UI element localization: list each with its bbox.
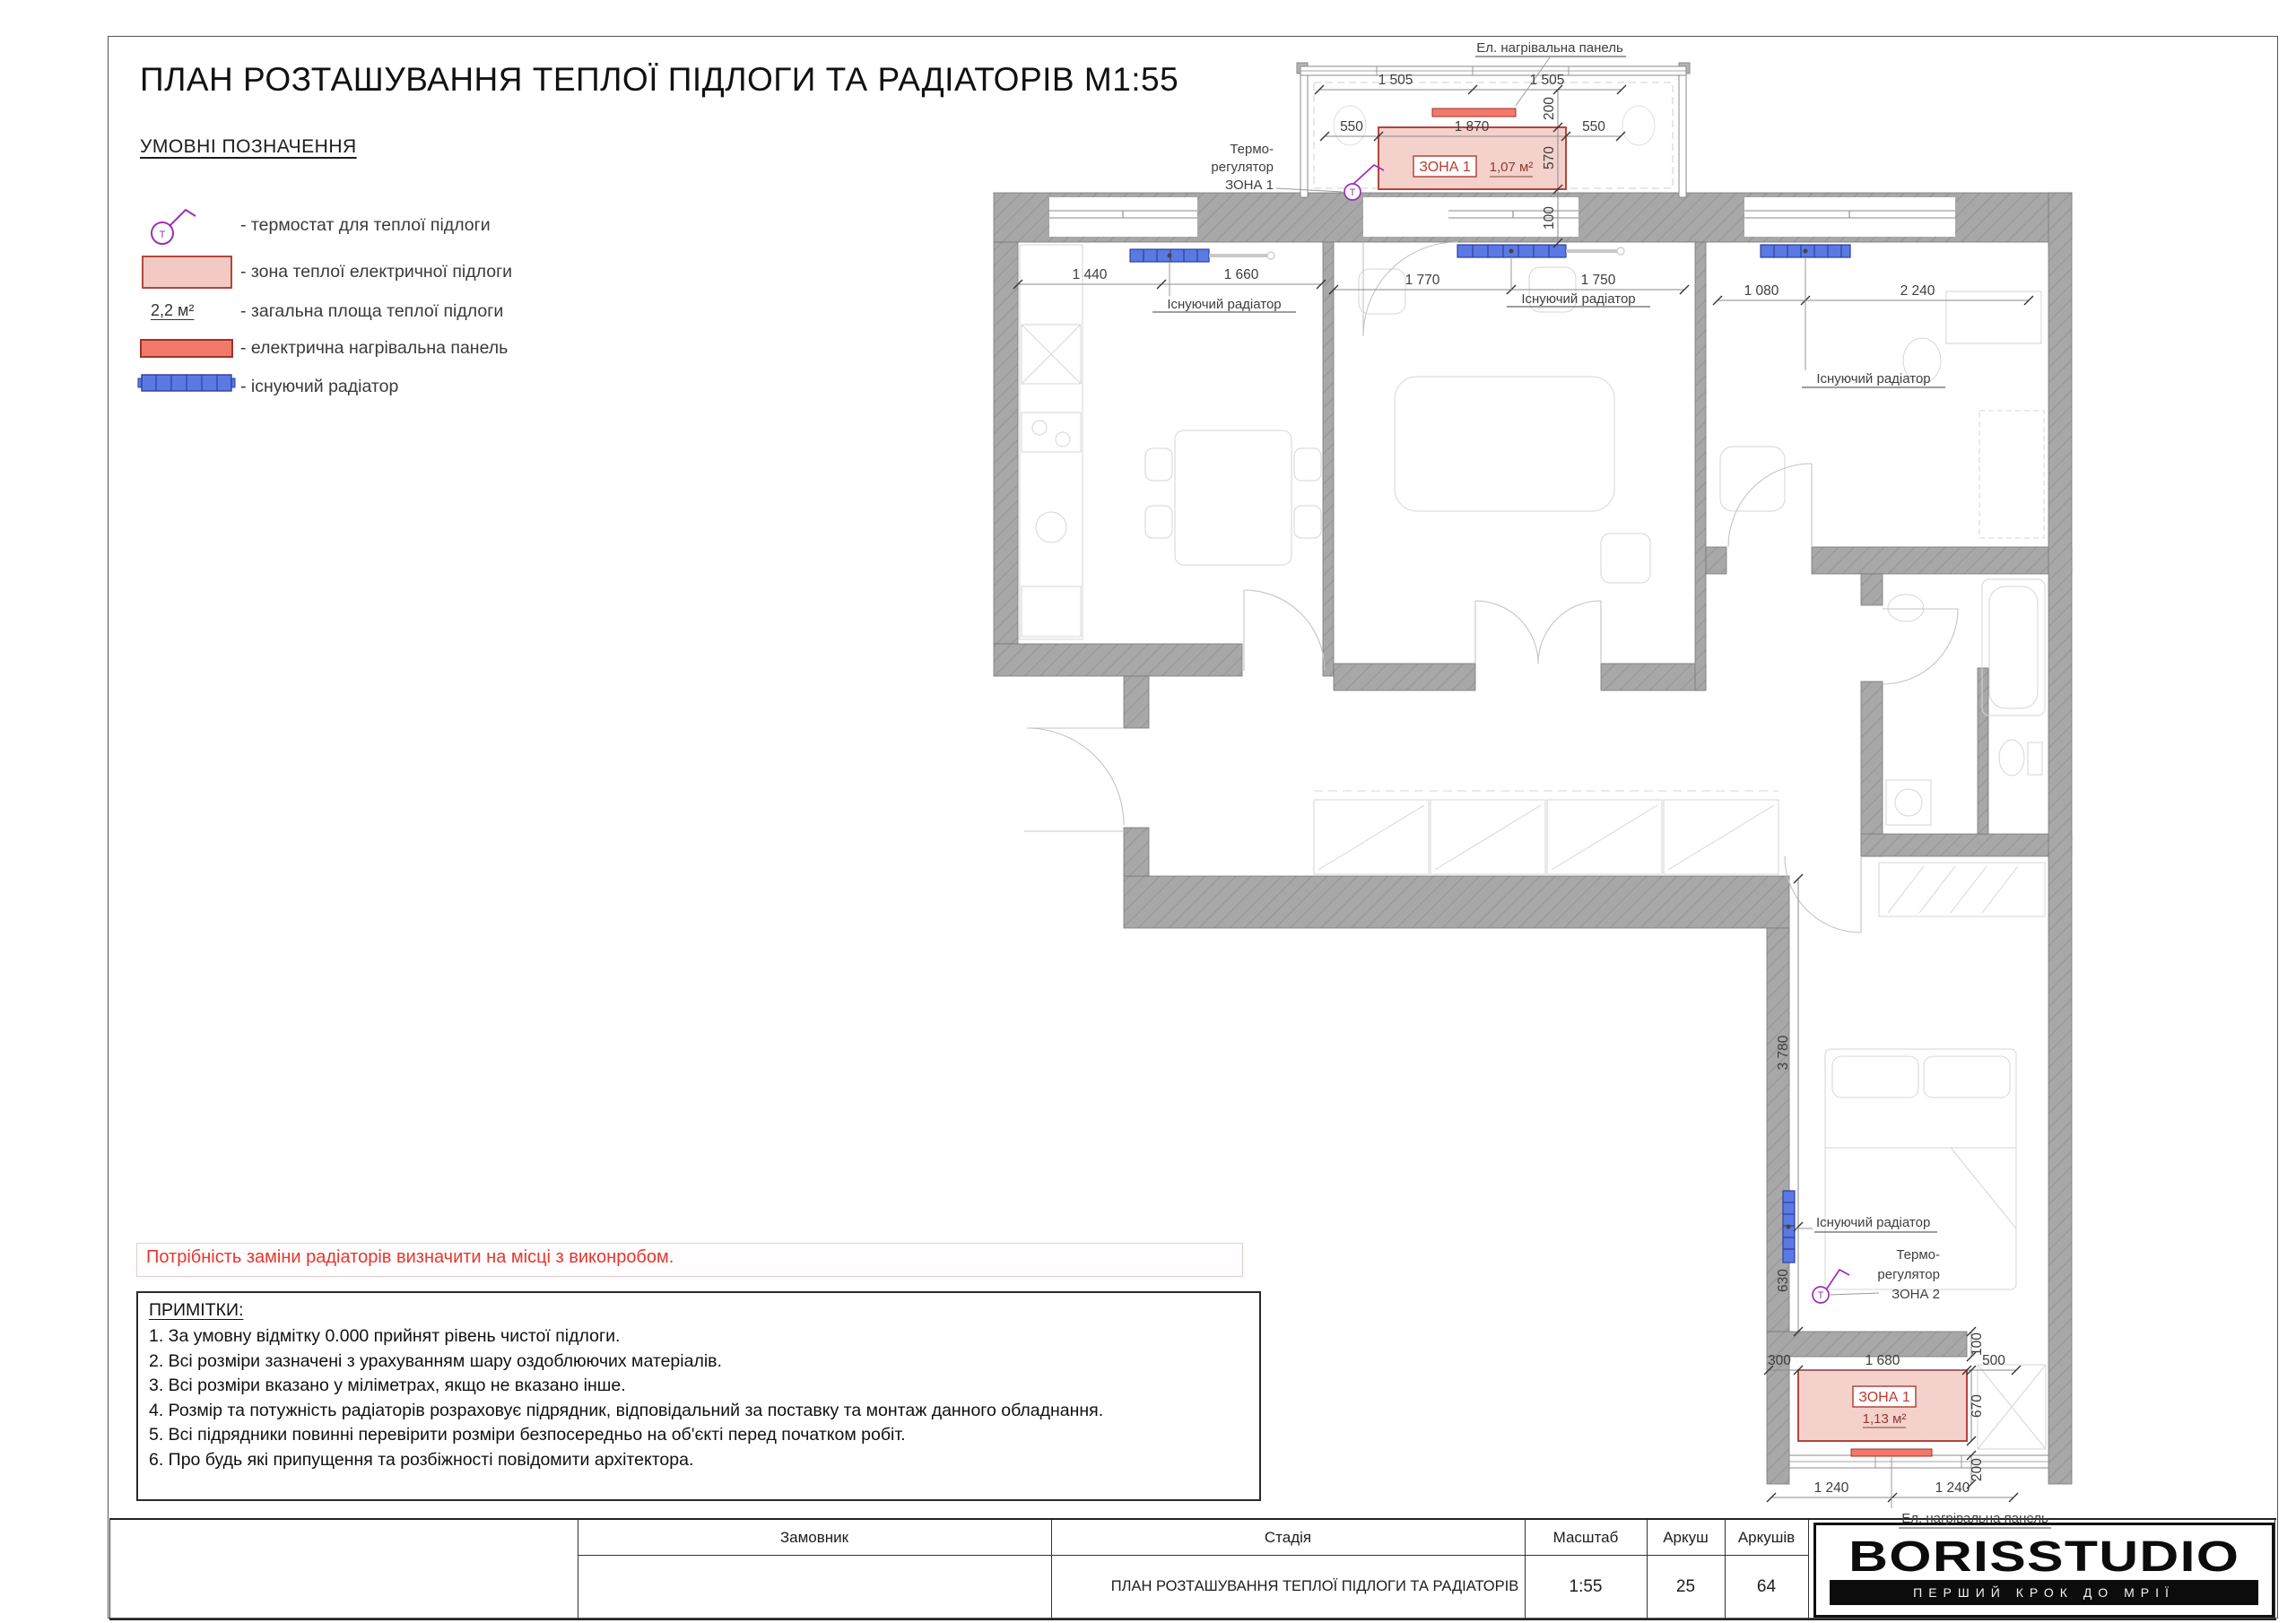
zone2-area: 1,13 м² bbox=[1862, 1411, 1907, 1427]
heating-panels bbox=[1432, 108, 1932, 1456]
radiator-swatch bbox=[136, 372, 239, 394]
dim: 1 680 bbox=[1865, 1353, 1900, 1368]
thermostat-glyph: T bbox=[1817, 1290, 1824, 1301]
thermo2-label: регулятор bbox=[1877, 1267, 1940, 1282]
dim: 200 bbox=[1542, 97, 1557, 120]
dim: 550 bbox=[1340, 119, 1363, 135]
logo-tagline-bar bbox=[1830, 1580, 2258, 1605]
note-item: 1. За умовну відмітку 0.000 прийнят рівень чистої підлоги. bbox=[149, 1326, 621, 1346]
dim: 1 080 bbox=[1744, 283, 1779, 299]
dim: 200 bbox=[1970, 1458, 1985, 1481]
heating-panel-swatch bbox=[140, 339, 233, 358]
scale-value: 1:55 bbox=[1569, 1576, 1603, 1596]
dimension-lines bbox=[1013, 56, 2051, 1528]
sheets-value: 64 bbox=[1756, 1576, 1777, 1596]
note-item: 6. Про будь які припущення та розбіжності повідомити архітектора. bbox=[149, 1449, 694, 1470]
dim: 1 750 bbox=[1580, 273, 1616, 288]
legend-item-radiator: - існуючий радіатор bbox=[240, 377, 399, 396]
title-block bbox=[109, 1518, 2276, 1620]
note-item: 3. Всі розміри вказано у міліметрах, якщо не вказано інше. bbox=[149, 1376, 626, 1395]
dim: 1 240 bbox=[1935, 1480, 1970, 1496]
existing-radiator-label: Існуючий радіатор bbox=[1167, 297, 1282, 312]
thermo1-label: регулятор bbox=[1211, 160, 1274, 175]
legend-item-thermostat: - термостат для теплої підлоги bbox=[240, 215, 491, 235]
studio-logo bbox=[1813, 1523, 2274, 1618]
logo-tagline: ПЕРШИЙ КРОК ДО МРІЇ bbox=[1913, 1585, 2175, 1600]
plan-labels bbox=[1167, 40, 2048, 1526]
thermostat-glyph: T bbox=[1349, 187, 1356, 198]
dim: 100 bbox=[1542, 206, 1557, 230]
floor-zone-swatch bbox=[142, 256, 232, 289]
logo-text: BORISSTUDIO bbox=[1848, 1531, 2240, 1581]
note-item: 5. Всі підрядники повинні перевірити розміри безпосередньо на об'єкті перед початком робіт. bbox=[149, 1425, 906, 1445]
dim: 300 bbox=[1768, 1353, 1791, 1368]
zone1-area: 1,07 м² bbox=[1489, 160, 1534, 175]
scale-label: Масштаб bbox=[1552, 1528, 1619, 1546]
dim: 2 240 bbox=[1900, 283, 1935, 299]
dim: 1 770 bbox=[1405, 273, 1440, 288]
windows bbox=[1049, 197, 1955, 237]
customer-label: Замовник bbox=[779, 1528, 849, 1546]
thermo1-label: Термо- bbox=[1230, 142, 1274, 157]
dim: 500 bbox=[1982, 1353, 2005, 1368]
legend-item-panel: - електрична нагрівальна панель bbox=[240, 338, 509, 358]
existing-radiator-label: Існуючий радіатор bbox=[1816, 1215, 1931, 1230]
sheet-label: Аркуш bbox=[1663, 1528, 1709, 1546]
thermo2-label: Термо- bbox=[1896, 1247, 1940, 1263]
existing-radiator-label: Існуючий радіатор bbox=[1521, 291, 1636, 307]
thermostat-icon bbox=[139, 199, 233, 248]
note-item: 2. Всі розміри зазначені з урахуванням шару оздоблюючих матеріалів. bbox=[149, 1350, 722, 1371]
door-swings bbox=[1024, 242, 1958, 933]
radiator-living bbox=[1457, 245, 1624, 257]
legend-item-zone: - зона теплої електричної підлоги bbox=[240, 262, 513, 282]
stage-label: Стадія bbox=[1264, 1528, 1312, 1546]
dim: 670 bbox=[1970, 1394, 1985, 1418]
heating-panel-bottom-label: Ел. нагрівальна панель bbox=[1901, 1511, 2048, 1526]
zone1-name: ЗОНА 1 bbox=[1419, 160, 1471, 175]
dim: 1 660 bbox=[1223, 267, 1259, 282]
thermostat-zone2-icon bbox=[1813, 1270, 1849, 1303]
page-title: ПЛАН РОЗТАШУВАННЯ ТЕПЛОЇ ПІДЛОГИ ТА РАДІАТОРІВ М1:55 bbox=[140, 61, 1179, 98]
sheet-value: 25 bbox=[1675, 1576, 1696, 1596]
legend-header: УМОВНІ ПОЗНАЧЕННЯ bbox=[140, 136, 357, 157]
dim: 630 bbox=[1776, 1269, 1791, 1292]
thermo1-label: ЗОНА 1 bbox=[1225, 178, 1274, 193]
dim: 100 bbox=[1970, 1332, 1985, 1356]
dim: 3 780 bbox=[1776, 1035, 1791, 1071]
dim: 570 bbox=[1542, 146, 1557, 169]
warning-text: Потрібність заміни радіаторів визначити на місці з виконробом. bbox=[146, 1247, 674, 1267]
dim: 550 bbox=[1582, 119, 1605, 135]
note-item: 4. Розмір та потужність радіаторів розраховує підрядник, відповідальний за поставку та монтаж данного обладнання. bbox=[149, 1400, 1104, 1420]
radiators bbox=[1130, 245, 1850, 1263]
thermostat-glyph: T bbox=[159, 230, 166, 240]
dim: 1 870 bbox=[1454, 119, 1490, 135]
sheets-label: Аркушів bbox=[1737, 1528, 1796, 1546]
zone-2 bbox=[1798, 1370, 1967, 1441]
dim: 1 505 bbox=[1378, 73, 1413, 88]
zone2-name: ЗОНА 1 bbox=[1858, 1390, 1910, 1405]
notes-header: ПРИМІТКИ: bbox=[149, 1300, 244, 1320]
thermo2-label: ЗОНА 2 bbox=[1892, 1287, 1940, 1302]
heating-panel-bottom bbox=[1851, 1449, 1932, 1456]
existing-radiator-label: Існуючий радіатор bbox=[1816, 371, 1931, 386]
balcony-bottom-glazing bbox=[1789, 1455, 2048, 1468]
dim: 1 505 bbox=[1529, 73, 1565, 88]
dim: 1 440 bbox=[1072, 267, 1108, 282]
legend-item-area: - загальна площа теплої підлоги bbox=[240, 301, 504, 321]
heating-panel-top-label: Ел. нагрівальна панель bbox=[1476, 40, 1623, 56]
floor-plan bbox=[973, 27, 2103, 1533]
dim: 1 240 bbox=[1813, 1480, 1849, 1496]
drawing-name: ПЛАН РОЗТАШУВАННЯ ТЕПЛОЇ ПІДЛОГИ ТА РАДІАТОРІВ bbox=[1110, 1578, 1519, 1594]
legend-area-value: 2,2 м² bbox=[151, 301, 195, 319]
radiator-kitchen bbox=[1130, 249, 1274, 262]
heating-panel-top bbox=[1432, 108, 1516, 117]
